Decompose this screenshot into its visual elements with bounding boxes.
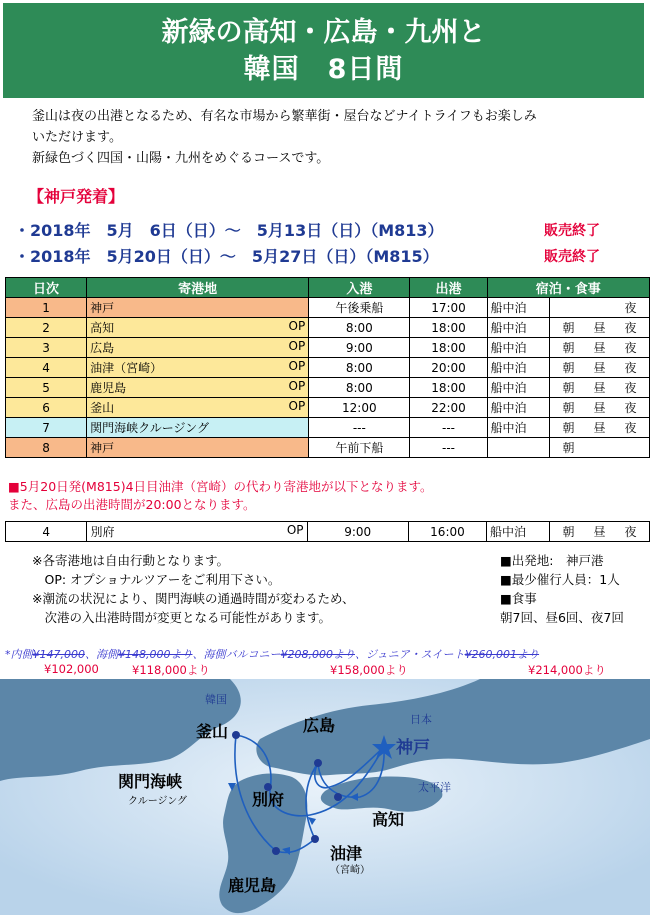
arrival-cell: 8:00 — [309, 318, 410, 338]
new-price: ¥214,000より — [528, 663, 606, 677]
stay-cell: 船中泊 — [487, 418, 549, 438]
sold-out-badge: 販売終了 — [544, 223, 600, 239]
meal-breakfast: 朝 — [562, 341, 575, 355]
sold-out-badge: 販売終了 — [544, 249, 600, 265]
old-price: ¥260,001より — [464, 648, 540, 661]
kagoshima-dot — [272, 847, 280, 855]
old-price: ¥147,000 — [32, 648, 85, 661]
stay-cell: 船中泊 — [487, 298, 549, 318]
map-label-japan: 日本 — [410, 713, 432, 726]
departure-cell: 18:00 — [410, 378, 487, 398]
old-price: ¥208,000より — [280, 648, 355, 661]
map-label-kanmon: 関門海峡 — [118, 772, 183, 791]
map-label-kochi: 高知 — [372, 810, 405, 829]
notice-line: また、広島の出港時間が20:00となります。 — [8, 497, 256, 512]
meal-lunch: 昼 — [593, 421, 606, 435]
meal-dinner: 夜 — [624, 301, 637, 315]
day-cell: 2 — [6, 318, 87, 338]
map-label-kobe: 神戸 — [396, 738, 430, 758]
meal-dinner: 夜 — [624, 401, 637, 415]
table-row — [6, 438, 650, 458]
departure-cell: 16:00 — [408, 522, 486, 542]
meals-cell — [549, 398, 649, 418]
title-line-1: 新緑の高知・広島・九州と — [161, 17, 486, 48]
schedule-2 — [14, 244, 600, 267]
port-name: 神戸 — [90, 301, 115, 315]
meal-lunch: 昼 — [593, 401, 606, 415]
intro-text — [32, 106, 622, 169]
arrival-cell: 12:00 — [309, 398, 410, 418]
cabin-type: 、海側 — [85, 648, 118, 661]
port-name: 神戸 — [90, 441, 115, 455]
day-cell: 7 — [6, 418, 87, 438]
meal-lunch: 昼 — [593, 361, 606, 375]
new-price: ¥102,000 — [44, 662, 99, 676]
notes — [32, 551, 354, 627]
arrival-cell: 9:00 — [309, 338, 410, 358]
schedule-1 — [14, 218, 600, 241]
day-cell: 5 — [6, 378, 87, 398]
day-cell: 6 — [6, 398, 87, 418]
tour-info — [500, 551, 624, 627]
stay-cell: 船中泊 — [487, 378, 549, 398]
meal-breakfast: 朝 — [562, 421, 575, 435]
note-line: ※各寄港地は自由行動となります。 — [32, 553, 229, 568]
port-name: 関門海峡クルージング — [90, 421, 209, 435]
meal-lunch: 昼 — [593, 525, 606, 539]
port-cell — [87, 398, 309, 418]
meal-dinner: 夜 — [624, 525, 637, 539]
meal-lunch: 昼 — [593, 381, 606, 395]
table-row — [6, 522, 650, 542]
meals-cell — [549, 298, 649, 318]
info-line: 朝7回、昼6回、夜7回 — [500, 610, 624, 625]
cabin-type: 、海側バルコニー — [192, 648, 281, 661]
meal-dinner: 夜 — [624, 381, 637, 395]
header-stay-meals: 宿泊・食事 — [487, 278, 649, 298]
meal-dinner: 夜 — [624, 321, 637, 335]
new-price: ¥158,000より — [330, 663, 408, 677]
day-cell: 4 — [6, 522, 87, 542]
table-row — [6, 298, 650, 318]
port-name: 別府 — [90, 525, 115, 539]
port-cell — [87, 298, 309, 318]
op-mark: OP — [288, 339, 306, 353]
port-name: 釜山 — [90, 401, 115, 415]
map-label-busan: 釜山 — [196, 722, 229, 741]
day-cell: 4 — [6, 358, 87, 378]
price-lead: *内側 — [5, 648, 33, 661]
meals-cell — [549, 418, 649, 438]
route-map — [0, 679, 650, 915]
meal-dinner: 夜 — [624, 361, 637, 375]
meal-breakfast: 朝 — [562, 401, 575, 415]
info-line: ■最少催行人員：1人 — [500, 572, 620, 587]
op-mark: OP — [288, 399, 306, 413]
op-mark: OP — [288, 379, 306, 393]
meal-breakfast: 朝 — [562, 361, 575, 375]
header-day: 日次 — [6, 278, 87, 298]
stay-cell: 船中泊 — [487, 522, 550, 542]
header-departure: 出港 — [410, 278, 487, 298]
schedule-text: ・2018年 5月 6日（日）～ 5月13日（日）（M813） — [14, 221, 444, 240]
stay-cell: 船中泊 — [487, 358, 549, 378]
departure-cell: 18:00 — [410, 318, 487, 338]
meal-lunch: 昼 — [593, 321, 606, 335]
port-cell — [87, 358, 309, 378]
change-notice — [8, 478, 433, 514]
table-row — [6, 338, 650, 358]
departure-cell: 22:00 — [410, 398, 487, 418]
arrival-cell: --- — [309, 418, 410, 438]
info-line: ■出発地: 神戸港 — [500, 553, 604, 568]
departure-cell: 17:00 — [410, 298, 487, 318]
itinerary-table — [5, 277, 650, 458]
table-row — [6, 418, 650, 438]
note-line: OP: オプショナルツアーをご利用下さい。 — [32, 572, 281, 587]
meals-cell — [549, 438, 649, 458]
port-name: 広島 — [90, 341, 115, 355]
map-label-hiroshima: 広島 — [303, 716, 336, 735]
departure-cell: 20:00 — [410, 358, 487, 378]
notice-line: ■5月20日発(M815)4日目油津（宮崎）の代わり寄港地が以下となります。 — [8, 479, 433, 494]
note-line: 次港の入出港時間が変更となる可能性があります。 — [32, 610, 332, 625]
map-label-beppu: 別府 — [252, 790, 285, 809]
meal-lunch: 昼 — [593, 341, 606, 355]
page-title — [3, 3, 644, 98]
meals-cell — [549, 338, 649, 358]
map-label-pacific: 太平洋 — [418, 781, 451, 794]
note-line: ※潮流の状況により、関門海峡の通過時間が変わるため、 — [32, 591, 355, 606]
info-line: ■食事 — [500, 591, 537, 606]
departure-label: 【神戸発着】 — [28, 187, 125, 206]
meals-cell — [549, 318, 649, 338]
day-cell: 8 — [6, 438, 87, 458]
op-mark: OP — [286, 523, 304, 537]
port-cell — [87, 318, 309, 338]
meal-breakfast: 朝 — [562, 381, 575, 395]
table-row — [6, 358, 650, 378]
op-mark: OP — [288, 359, 306, 373]
table-header-row — [6, 278, 650, 298]
port-cell — [87, 338, 309, 358]
alternate-itinerary-table — [5, 521, 650, 542]
price-line-old — [5, 646, 645, 662]
port-cell — [87, 378, 309, 398]
table-row — [6, 398, 650, 418]
port-cell — [87, 522, 307, 542]
day-cell: 1 — [6, 298, 87, 318]
meal-breakfast: 朝 — [562, 321, 575, 335]
meal-breakfast: 朝 — [562, 525, 575, 539]
cabin-type: 、ジュニア・スイート — [355, 648, 465, 661]
stay-cell: 船中泊 — [487, 338, 549, 358]
stay-cell — [487, 438, 549, 458]
title-line-2: 韓国 8日間 — [243, 54, 404, 85]
port-cell — [87, 418, 309, 438]
departure-cell: 18:00 — [410, 338, 487, 358]
arrival-cell: 8:00 — [309, 358, 410, 378]
meal-dinner: 夜 — [624, 341, 637, 355]
busan-dot — [232, 731, 240, 739]
arrival-cell: 8:00 — [309, 378, 410, 398]
map-label-kanmon-sub: クルージング — [128, 796, 188, 807]
old-price: ¥148,000より — [118, 648, 193, 661]
new-price: ¥118,000より — [132, 663, 210, 677]
header-port: 寄港地 — [87, 278, 309, 298]
table-row — [6, 318, 650, 338]
arrival-cell: 9:00 — [307, 522, 408, 542]
op-mark: OP — [288, 319, 306, 333]
intro-line: 釜山は夜の出港となるため、有名な市場から繁華街・屋台などナイトライフもお楽しみ — [32, 109, 537, 124]
departure-cell: --- — [410, 418, 487, 438]
port-cell — [87, 438, 309, 458]
meal-dinner: 夜 — [624, 421, 637, 435]
stay-cell: 船中泊 — [487, 318, 549, 338]
schedule-text: ・2018年 5月20日（日）～ 5月27日（日）（M815） — [14, 247, 439, 266]
day-cell: 3 — [6, 338, 87, 358]
port-name: 鹿児島 — [90, 381, 127, 395]
map-label-aburatsu: 油津 — [330, 844, 363, 863]
map-label-aburatsu-sub: （宮崎） — [330, 865, 370, 876]
table-row — [6, 378, 650, 398]
meals-cell — [549, 378, 649, 398]
meals-cell — [549, 522, 649, 542]
stay-cell: 船中泊 — [487, 398, 549, 418]
map-label-korea: 韓国 — [205, 693, 227, 706]
port-name: 高知 — [90, 321, 115, 335]
map-label-kagoshima: 鹿児島 — [228, 876, 277, 895]
arrival-cell: 午前下船 — [309, 438, 410, 458]
intro-line: 新緑色づく四国・山陽・九州をめぐるコースです。 — [32, 151, 330, 166]
kochi-dot — [334, 793, 342, 801]
aburatsu-dot — [311, 835, 319, 843]
hiroshima-dot — [314, 759, 322, 767]
header-arrival: 入港 — [309, 278, 410, 298]
arrival-cell: 午後乗船 — [309, 298, 410, 318]
intro-line: いただけます。 — [32, 130, 122, 145]
meals-cell — [549, 358, 649, 378]
meal-breakfast: 朝 — [562, 441, 575, 455]
departure-cell: --- — [410, 438, 487, 458]
port-name: 油津（宮崎） — [90, 361, 163, 375]
